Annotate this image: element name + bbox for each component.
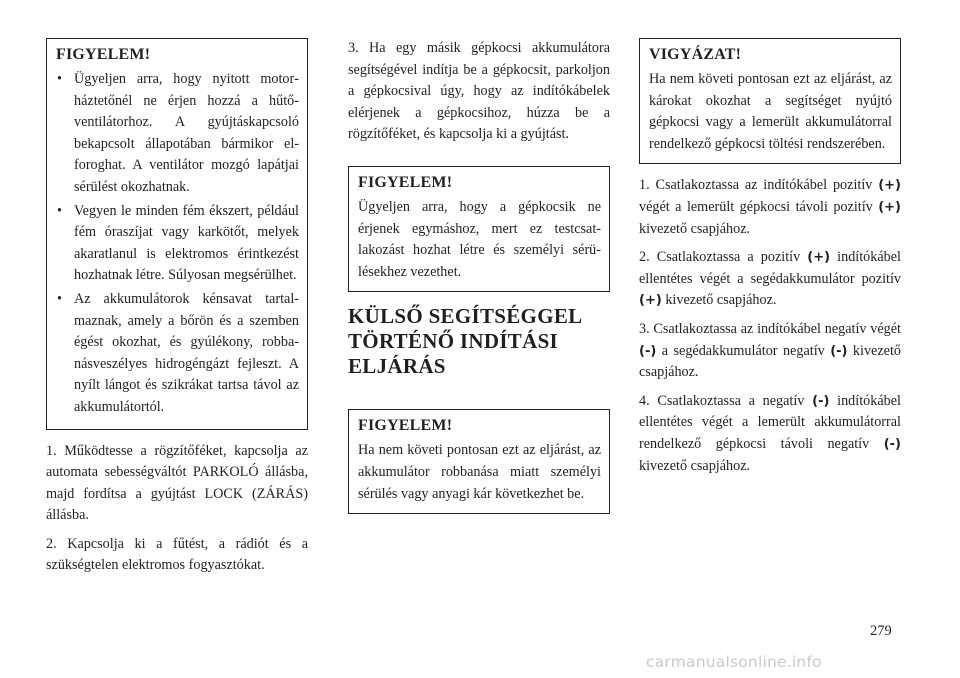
caution-text: Ha nem követi pontosan ezt az eljárást, az károkat okozhat a segítséget nyújtó gépkocsi vagy a lemerült akkumulátorral rendelkező gépkocsi töltési rendszerében. bbox=[649, 71, 892, 152]
watermark: carmanualsonline.info bbox=[646, 653, 822, 671]
step-paragraph: 1. Csatlakoztassa az indítókábel pozitív (+) végét a lemerült gépkocsi távoli pozitív (+) kivezető csapjához. bbox=[639, 177, 901, 237]
caution-title: VIGYÁZAT! bbox=[649, 46, 742, 63]
warning-item-text: Az akkumulátorok kénsavat tartalmaznak, amely a bőrön és a szemben égést okozhat, és gyúlékony, robbanásveszélyes hidrogéngázt fejleszt. A nyílt lángot és szikrákat tartsa távol az akkumulátortól. bbox=[74, 290, 299, 415]
step-paragraph: 3. Csatlakoztassa az indítókábel negatív végét (-) a segédakkumulátor negatív (-) kivezető csapjához. bbox=[639, 320, 901, 381]
step-paragraph: 3. Ha egy másik gépkocsi akkumulátora segítségével indítja be a gépkocsit, parkoljon a gépkocsival úgy, hogy az indítókábelek elérjenek a gépkocsihoz, húzza be a rögzítőféket, és kapcsolja ki a gyújtást. bbox=[348, 40, 610, 143]
warning-text: Ügyeljen arra, hogy a gépkocsik ne érjenek egymáshoz, mert ez testcsatlakozást hozhat létre és személyi sérülésekhez vezethet. bbox=[358, 198, 601, 280]
warning-text: Ha nem követi pontosan ezt az eljárást, az akkumulátor robbanása miatt személyi sérülés vagy anyagi kár következhet be. bbox=[358, 442, 601, 502]
warning-item bbox=[56, 201, 299, 287]
step-paragraph: 2. Csatlakoztassa a pozitív (+) indítókábel ellentétes végét a segédakkumulátor pozitív (+) kivezető csapjához. bbox=[639, 249, 901, 309]
warning-box bbox=[348, 409, 610, 514]
bullet-icon: • bbox=[57, 202, 62, 219]
warning-title: FIGYELEM! bbox=[358, 417, 453, 435]
warning-box bbox=[46, 38, 308, 430]
warning-item-text: Vegyen le minden fém ékszert, például fém óraszíjat vagy karkötőt, melyek akaratlanul is elektromos érintkezést hozhatnak létre. Súlyosan megsérülhet. bbox=[74, 202, 299, 284]
step-paragraph: 4. Csatlakoztassa a negatív (-) indítókábel ellentétes végét a lemerült akkumulátorral rendelkező gépkocsi távoli negatív (-) kivezető csapjához. bbox=[639, 392, 901, 474]
warning-title: FIGYELEM! bbox=[56, 46, 151, 63]
page-number: 279 bbox=[870, 623, 892, 639]
bullet-icon: • bbox=[57, 290, 62, 307]
middle-column bbox=[348, 38, 610, 514]
warning-item bbox=[56, 289, 299, 419]
section-heading: KÜLSŐ SEGÍTSÉGGEL TÖRTÉNŐ INDÍTÁSI ELJÁRÁS bbox=[348, 304, 582, 379]
caution-box bbox=[639, 38, 901, 164]
warning-title: FIGYELEM! bbox=[358, 173, 453, 191]
left-column bbox=[46, 38, 308, 584]
step-paragraph: 2. Kapcsolja ki a fűtést, a rádiót és a szükségtelen elektromos fogyasztókat. bbox=[46, 535, 308, 574]
warning-item bbox=[56, 69, 299, 199]
right-column bbox=[639, 38, 901, 484]
warning-list bbox=[56, 69, 299, 419]
bullet-icon: • bbox=[57, 71, 62, 87]
warning-box bbox=[348, 166, 610, 292]
warning-item-text: Ügyeljen arra, hogy nyitott motorháztetőnél ne érjen hozzá a hűtőventilátorhoz. A gyújtáskapcsoló bekapcsolt állapotában bármikor elforoghat. A ventilátor mozgó lapátjai sérülést okozhatnak. bbox=[74, 71, 299, 195]
step-paragraph: 1. Működtesse a rögzítőféket, kapcsolja az automata sebességváltót PARKOLÓ állásba, majd fordítsa a gyújtást LOCK (ZÁRÁS) állásba. bbox=[46, 442, 308, 524]
